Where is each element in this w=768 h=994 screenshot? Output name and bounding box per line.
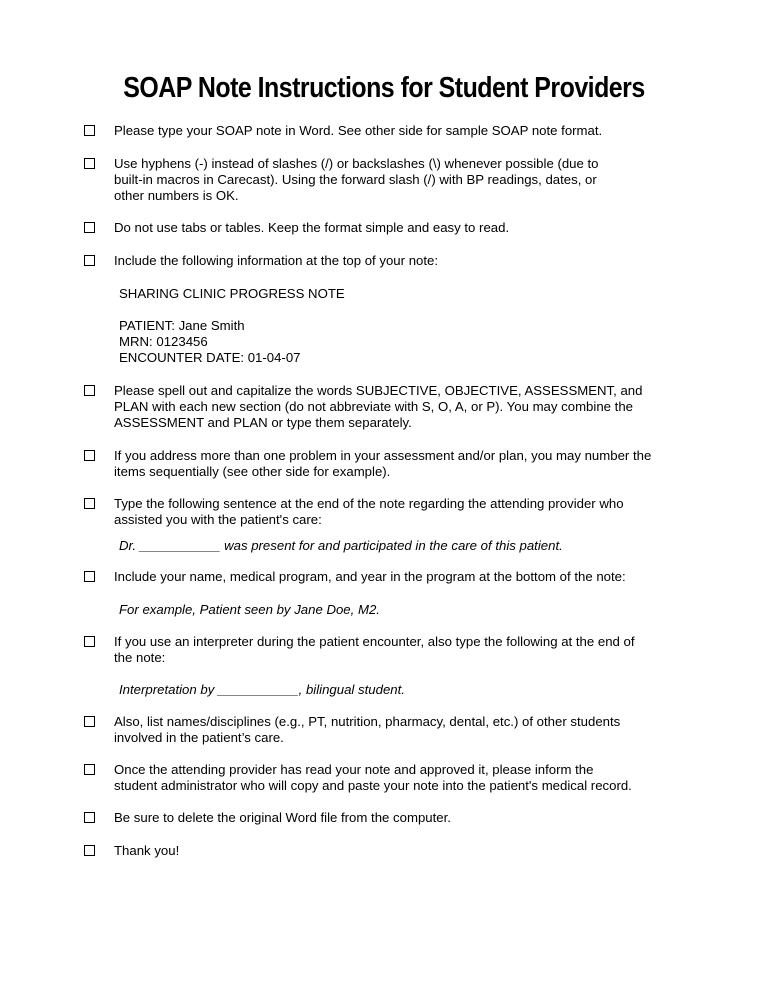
instruction-line: If you address more than one problem in your assessment and/or plan, you may number the <box>114 448 652 463</box>
instruction-line: Be sure to delete the original Word file from the computer. <box>114 810 451 825</box>
instruction-line: Do not use tabs or tables. Keep the format simple and easy to read. <box>114 220 510 235</box>
checkbox-icon <box>84 845 95 856</box>
instruction-line: Use hyphens (-) instead of slashes (/) or backslashes (\) whenever possible (due to <box>114 156 599 171</box>
checkbox-icon <box>84 125 95 136</box>
interpreter-sentence: Interpretation by ___________, bilingual student. <box>119 682 405 697</box>
instruction-line: involved in the patient’s care. <box>114 730 284 745</box>
instruction-line: Include the following information at the top of your note: <box>114 253 439 268</box>
instruction-line: Include your name, medical program, and year in the program at the bottom of the note: <box>114 569 626 584</box>
checkbox-icon <box>84 450 95 461</box>
instruction-line: student administrator who will copy and paste your note into the patient's medical record. <box>114 778 632 793</box>
instruction-line: Once the attending provider has read your note and approved it, please inform the <box>114 762 594 777</box>
header-example-date: ENCOUNTER DATE: 01-04-07 <box>119 350 301 365</box>
checkbox-icon <box>84 222 95 233</box>
instruction-line: the note: <box>114 650 166 665</box>
checkbox-icon <box>84 571 95 582</box>
instruction-line: Type the following sentence at the end of the note regarding the attending provider who <box>114 496 624 511</box>
instruction-line: PLAN with each new section (do not abbreviate with S, O, A, or P). You may combine the <box>114 399 633 414</box>
header-example-mrn: MRN: 0123456 <box>119 334 208 349</box>
checkbox-icon <box>84 636 95 647</box>
header-example-patient: PATIENT: Jane Smith <box>119 318 245 333</box>
instruction-line: other numbers is OK. <box>114 188 239 203</box>
instruction-line: items sequentially (see other side for example). <box>114 464 391 479</box>
name-example: For example, Patient seen by Jane Doe, M2. <box>119 602 380 617</box>
instruction-line: built-in macros in Carecast). Using the forward slash (/) with BP readings, dates, or <box>114 172 597 187</box>
checkbox-icon <box>84 158 95 169</box>
instruction-line: Also, list names/disciplines (e.g., PT, nutrition, pharmacy, dental, etc.) of other students <box>114 714 621 729</box>
page-title: SOAP Note Instructions for Student Providers <box>123 72 645 104</box>
instruction-line: Please spell out and capitalize the words SUBJECTIVE, OBJECTIVE, ASSESSMENT, and <box>114 383 643 398</box>
instruction-line: assisted you with the patient's care: <box>114 512 322 527</box>
checkbox-icon <box>84 812 95 823</box>
instruction-line: Please type your SOAP note in Word. See other side for sample SOAP note format. <box>114 123 603 138</box>
instruction-line: ASSESSMENT and PLAN or type them separately. <box>114 415 412 430</box>
checkbox-icon <box>84 764 95 775</box>
checkbox-icon <box>84 385 95 396</box>
instruction-line: Thank you! <box>114 843 180 858</box>
checkbox-icon <box>84 255 95 266</box>
header-example-clinic: SHARING CLINIC PROGRESS NOTE <box>119 286 345 301</box>
checkbox-icon <box>84 716 95 727</box>
instruction-line: If you use an interpreter during the patient encounter, also type the following at the end of <box>114 634 635 649</box>
attending-sentence: Dr. ___________ was present for and participated in the care of this patient. <box>119 538 563 553</box>
checkbox-icon <box>84 498 95 509</box>
